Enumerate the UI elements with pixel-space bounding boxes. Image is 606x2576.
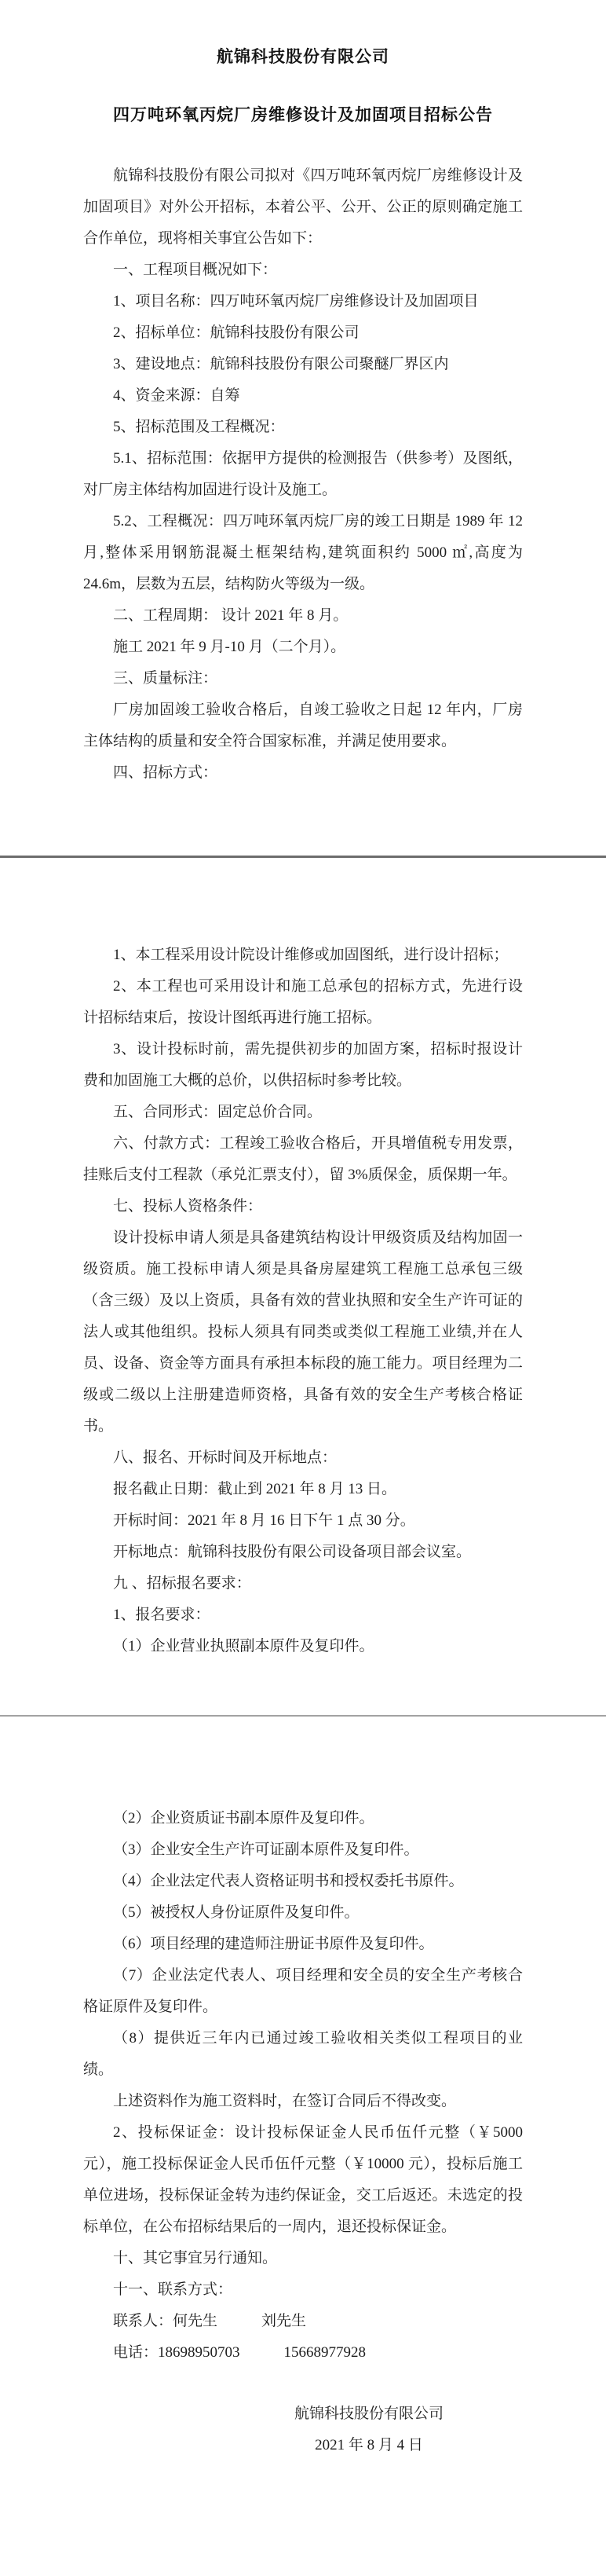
paragraph-signup-req-heading: 九 、招标报名要求： [113,1575,251,1592]
paragraph-payment-terms: 六、付款方式：工程竣工验收合格后，开具增值税专用发票，挂账后支付工程款（承兑汇票支付），留 3%质保金，质保期一年。 [83,1135,523,1183]
contact-phone-label: 电话： [113,2344,159,2361]
paragraph-bid-bond: 2、投标保证金：设计投标保证金人民币伍仟元整（￥5000 元），施工投标保证金人民币伍仟元整（￥10000 元），投标后施工单位进场，投标保证金转为违约保证金，交工后返还。未选定的投标单位，在公布招标结果后的一周内，退还投标保证金。 [83,2124,523,2235]
paragraph-method-3: 3、设计投标时前，需先提供初步的加固方案，招标时报设计费和加固施工大概的总价，以供招标时参考比较。 [83,1041,523,1089]
paragraph-req-item-5: （5）被授权人身份证原件及复印件。 [113,1904,360,1921]
document-page-3 [0,1717,606,2576]
paragraph-req-item-8: （8）提供近三年内已通过竣工验收相关类似工程项目的业绩。 [83,2030,523,2078]
document-title-line1: 航锦科技股份有限公司 [217,47,389,66]
signature-date: 2021 年 8 月 4 日 [315,2437,423,2453]
signature-block [149,2398,589,2461]
contact-phone-1: 18698950703 [158,2344,240,2361]
paragraph-req-item-7: （7）企业法定代表人、项目经理和安全员的安全生产考核合格证原件及复印件。 [83,1967,523,2015]
paragraph-signup-deadline: 报名截止日期：截止到 2021 年 8 月 13 日。 [113,1481,397,1497]
paragraph-req-item-1: （1）企业营业执照副本原件及复印件。 [113,1638,374,1654]
paragraph-contact-heading: 十一、联系方式： [113,2281,233,2298]
paragraph-build-location: 3、建设地点：航锦科技股份有限公司聚醚厂界区内 [113,356,449,372]
document-title-line2: 四万吨环氧丙烷厂房维修设计及加固项目招标公告 [113,105,493,124]
paragraph-project-name: 1、项目名称：四万吨环氧丙烷厂房维修设计及加固项目 [113,293,479,310]
paragraph-scope-5-1: 5.1、招标范围：依据甲方提供的检测报告（供参考）及图纸，对厂房主体结构加固进行设计及施工。 [83,450,523,498]
paragraph-req-item-6: （6）项目经理的建造师注册证书原件及复印件。 [113,1936,434,1952]
paragraph-bid-opening-place: 开标地点：航锦科技股份有限公司设备项目部会议室。 [113,1544,472,1560]
contact-person-1: 何先生 [173,2313,218,2329]
paragraph-materials-note: 上述资料作为施工资料时，在签订合同后不得改变。 [113,2093,457,2109]
paragraph-quality-body: 厂房加固竣工验收合格后，自竣工验收之日起 12 年内，厂房主体结构的质量和安全符合国家标准，并满足使用要求。 [83,702,523,749]
paragraph-bid-opening-time: 开标时间：2021 年 8 月 16 日下午 1 点 30 分。 [113,1512,415,1529]
paragraph-overview-5-2: 5.2、工程概况：四万吨环氧丙烷厂房的竣工日期是 1989 年 12 月,整体采用钢筋混凝土框架结构,建筑面积约 5000 ㎡,高度为 24.6m，层数为五层，结构防火等级为一级。 [83,513,523,592]
paragraph-signup-req-1: 1、报名要求： [113,1607,210,1623]
paragraph-fund-source: 4、资金来源：自筹 [113,387,240,404]
paragraph-method-2: 2、本工程也可采用设计和施工总承包的招标方式，先进行设计招标结束后，按设计图纸再进行施工招标。 [83,978,523,1026]
paragraph-other-matters: 十、其它事宜另行通知。 [113,2250,278,2266]
paragraph-method-1: 1、本工程采用设计院设计维修或加固图纸，进行设计招标； [113,947,509,963]
paragraph-intro: 航锦科技股份有限公司拟对《四万吨环氧丙烷厂房维修设计及加固项目》对外公开招标，本着公平、公开、公正的原则确定施工合作单位，现将相关事宜公告如下： [83,167,523,247]
paragraph-req-item-3: （3）企业安全生产许可证副本原件及复印件。 [113,1841,419,1858]
paragraph-period-construction: 施工 2021 年 9 月-10 月（二个月）。 [113,639,346,655]
contact-phone-2: 15668977928 [283,2344,367,2361]
paragraph-period-design: 二、工程周期： 设计 2021 年 8 月。 [113,607,349,624]
contact-phone-row [83,2337,523,2369]
contact-person-2: 刘先生 [261,2313,307,2329]
document-page-1 [0,0,606,858]
paragraph-qualification-body: 设计投标申请人须是具备建筑结构设计甲级资质及结构加固一级资质。施工投标申请人须是具备房屋建筑工程施工总承包三级（含三级）及以上资质，具备有效的营业执照和安全生产许可证的法人或其他组织。投标人须具有同类或类似工程施工业绩,并在人员、设备、资金等方面具有承担本标段的施工能力。项目经理为二级或二级以上注册建造师资格，具备有效的安全生产考核合格证书。 [83,1229,523,1435]
contact-person-label: 联系人： [113,2313,173,2329]
paragraph-contract-form: 五、合同形式：固定总价合同。 [113,1104,323,1120]
signature-company: 航锦科技股份有限公司 [294,2406,444,2422]
paragraph-tender-unit: 2、招标单位：航锦科技股份有限公司 [113,324,360,341]
paragraph-req-item-4: （4）企业法定代表人资格证明书和授权委托书原件。 [113,1873,464,1889]
document-page-2 [0,858,606,1717]
paragraph-scope-heading: 5、招标范围及工程概况： [113,419,285,435]
paragraph-section-1-heading: 一、工程项目概况如下： [113,262,278,278]
paragraph-quality-heading: 三、质量标注： [113,670,218,687]
paragraph-schedule-heading: 八、报名、开标时间及开标地点： [113,1449,338,1466]
paragraph-qualification-heading: 七、投标人资格条件： [113,1198,263,1215]
paragraph-req-item-2: （2）企业资质证书副本原件及复印件。 [113,1810,374,1827]
contact-person-row [83,2306,523,2337]
paragraph-method-heading: 四、招标方式： [113,764,218,781]
